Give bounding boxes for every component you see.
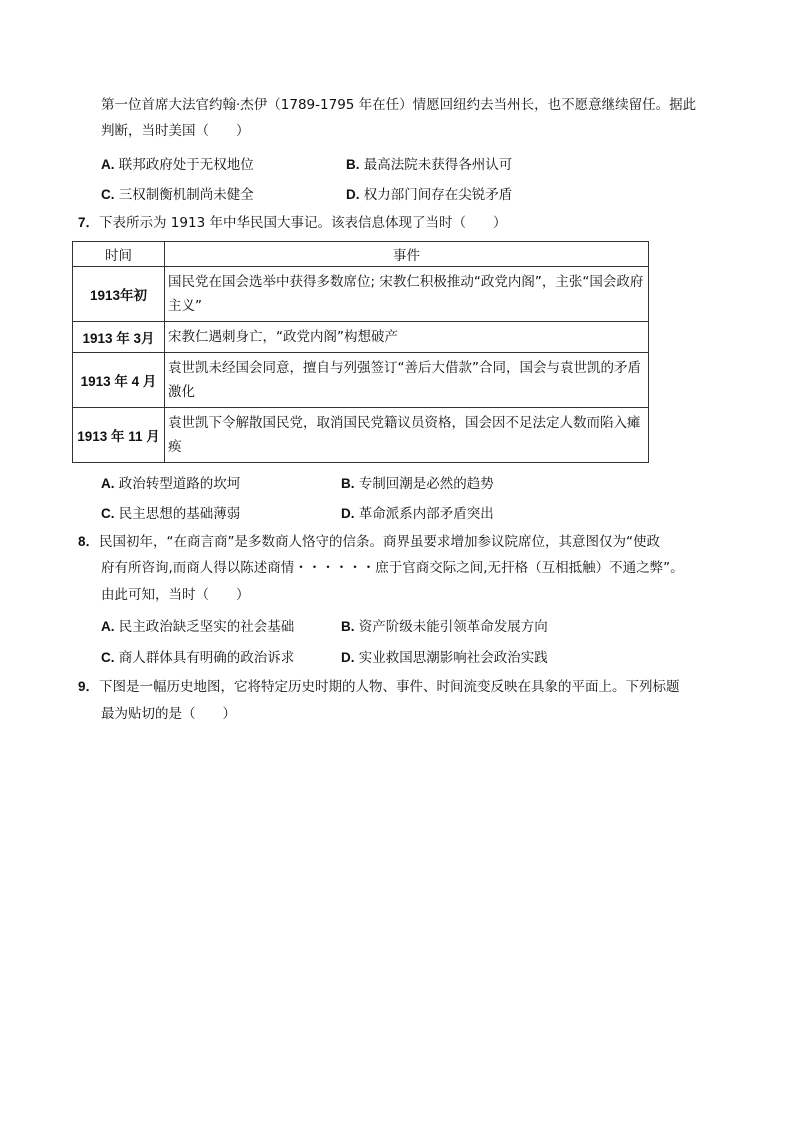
q8-option-c[interactable] — [101, 648, 294, 668]
option-letter: A. — [101, 476, 115, 491]
q9-stem-text: 下图是一幅历史地图，它将特定历史时期的人物、事件、时间流变反映在具象的平面上。下列标题 — [99, 679, 680, 695]
q8-option-a[interactable] — [101, 617, 294, 637]
q6-option-b[interactable] — [346, 155, 512, 175]
q8-stem-line3: 由此可知，当时（ ） — [101, 587, 250, 603]
q8-stem-line1 — [78, 532, 660, 552]
table-row — [73, 267, 649, 322]
table-row — [73, 353, 649, 408]
table-row — [73, 408, 649, 463]
option-text: 革命派系内部矛盾突出 — [358, 506, 494, 522]
table-row — [73, 322, 649, 353]
q7-stem-text: 下表所示为 1913 年中华民国大事记。该表信息体现了当时（ ） — [99, 215, 507, 231]
question-number: 8． — [78, 534, 100, 549]
q8-stem-line2: 府有所咨询,而商人得以陈述商情・・・・・・庶于官商交际之间,无扞格（互相抵触）不通之弊”。 — [101, 560, 684, 576]
q8-stem-text: 民国初年，“在商言商”是多数商人恪守的信条。商界虽要求增加参议院席位，其意图仅为“使政 — [99, 534, 660, 550]
q7-option-c[interactable] — [101, 504, 240, 524]
option-letter: B. — [346, 157, 360, 172]
option-text: 权力部门间存在尖锐矛盾 — [363, 187, 513, 203]
option-letter: C. — [101, 506, 115, 521]
q7-option-b[interactable] — [341, 474, 494, 494]
option-letter: A. — [101, 157, 115, 172]
option-text: 三权制衡机制尚未健全 — [118, 187, 254, 203]
option-text: 实业救国思潮影响社会政治实践 — [358, 650, 548, 666]
header-event: 事件 — [165, 242, 649, 267]
q9-stem-line1 — [78, 677, 680, 697]
row-event: 宋教仁遇刺身亡，“政党内阁”构想破产 — [165, 322, 649, 353]
option-text: 政治转型道路的坎坷 — [118, 476, 241, 492]
q6-option-c[interactable] — [101, 185, 254, 205]
option-text: 商人群体具有明确的政治诉求 — [118, 650, 295, 666]
option-letter: D. — [346, 187, 360, 202]
header-time: 时间 — [73, 242, 165, 267]
q6-stem-line1: 第一位首席大法官约翰·杰伊（1789-1795 年在任）情愿回纽约去当州长，也不愿意继续留任。据此 — [101, 97, 697, 113]
events-table — [72, 241, 649, 463]
option-letter: D. — [341, 650, 355, 665]
option-letter: C. — [101, 187, 115, 202]
q7-option-d[interactable] — [341, 504, 494, 524]
row-event: 国民党在国会选举中获得多数席位; 宋教仁积极推动“政党内阁”，主张“国会政府主义” — [165, 267, 649, 322]
row-event: 袁世凯下令解散国民党，取消国民党籍议员资格，国会因不足法定人数而陷入瘫痪 — [165, 408, 649, 463]
row-time: 1913 年 11 月 — [73, 408, 165, 463]
table-header-row — [73, 242, 649, 267]
option-letter: C. — [101, 650, 115, 665]
option-letter: D. — [341, 506, 355, 521]
q9-stem-line2: 最为贴切的是（ ） — [101, 706, 236, 722]
option-letter: A. — [101, 619, 115, 634]
row-time: 1913年初 — [73, 267, 165, 322]
q8-option-d[interactable] — [341, 648, 548, 668]
q6-option-a[interactable] — [101, 155, 254, 175]
question-number: 9． — [78, 679, 100, 694]
option-letter: B. — [341, 476, 355, 491]
question-number: 7． — [78, 215, 100, 230]
row-time: 1913 年 4 月 — [73, 353, 165, 408]
q6-stem-line2: 判断，当时美国（ ） — [101, 123, 250, 139]
option-text: 专制回潮是必然的趋势 — [358, 476, 494, 492]
option-text: 民主政治缺乏坚实的社会基础 — [118, 619, 295, 635]
option-text: 最高法院未获得各州认可 — [363, 157, 513, 173]
row-event: 袁世凯未经国会同意，擅自与列强签订“善后大借款”合同，国会与袁世凯的矛盾激化 — [165, 353, 649, 408]
q7-option-a[interactable] — [101, 474, 240, 494]
q7-stem — [78, 213, 506, 233]
row-time: 1913 年 3月 — [73, 322, 165, 353]
q6-option-d[interactable] — [346, 185, 512, 205]
option-text: 民主思想的基础薄弱 — [118, 506, 241, 522]
option-text: 资产阶级未能引领革命发展方向 — [358, 619, 548, 635]
option-letter: B. — [341, 619, 355, 634]
q8-option-b[interactable] — [341, 617, 548, 637]
option-text: 联邦政府处于无权地位 — [118, 157, 254, 173]
